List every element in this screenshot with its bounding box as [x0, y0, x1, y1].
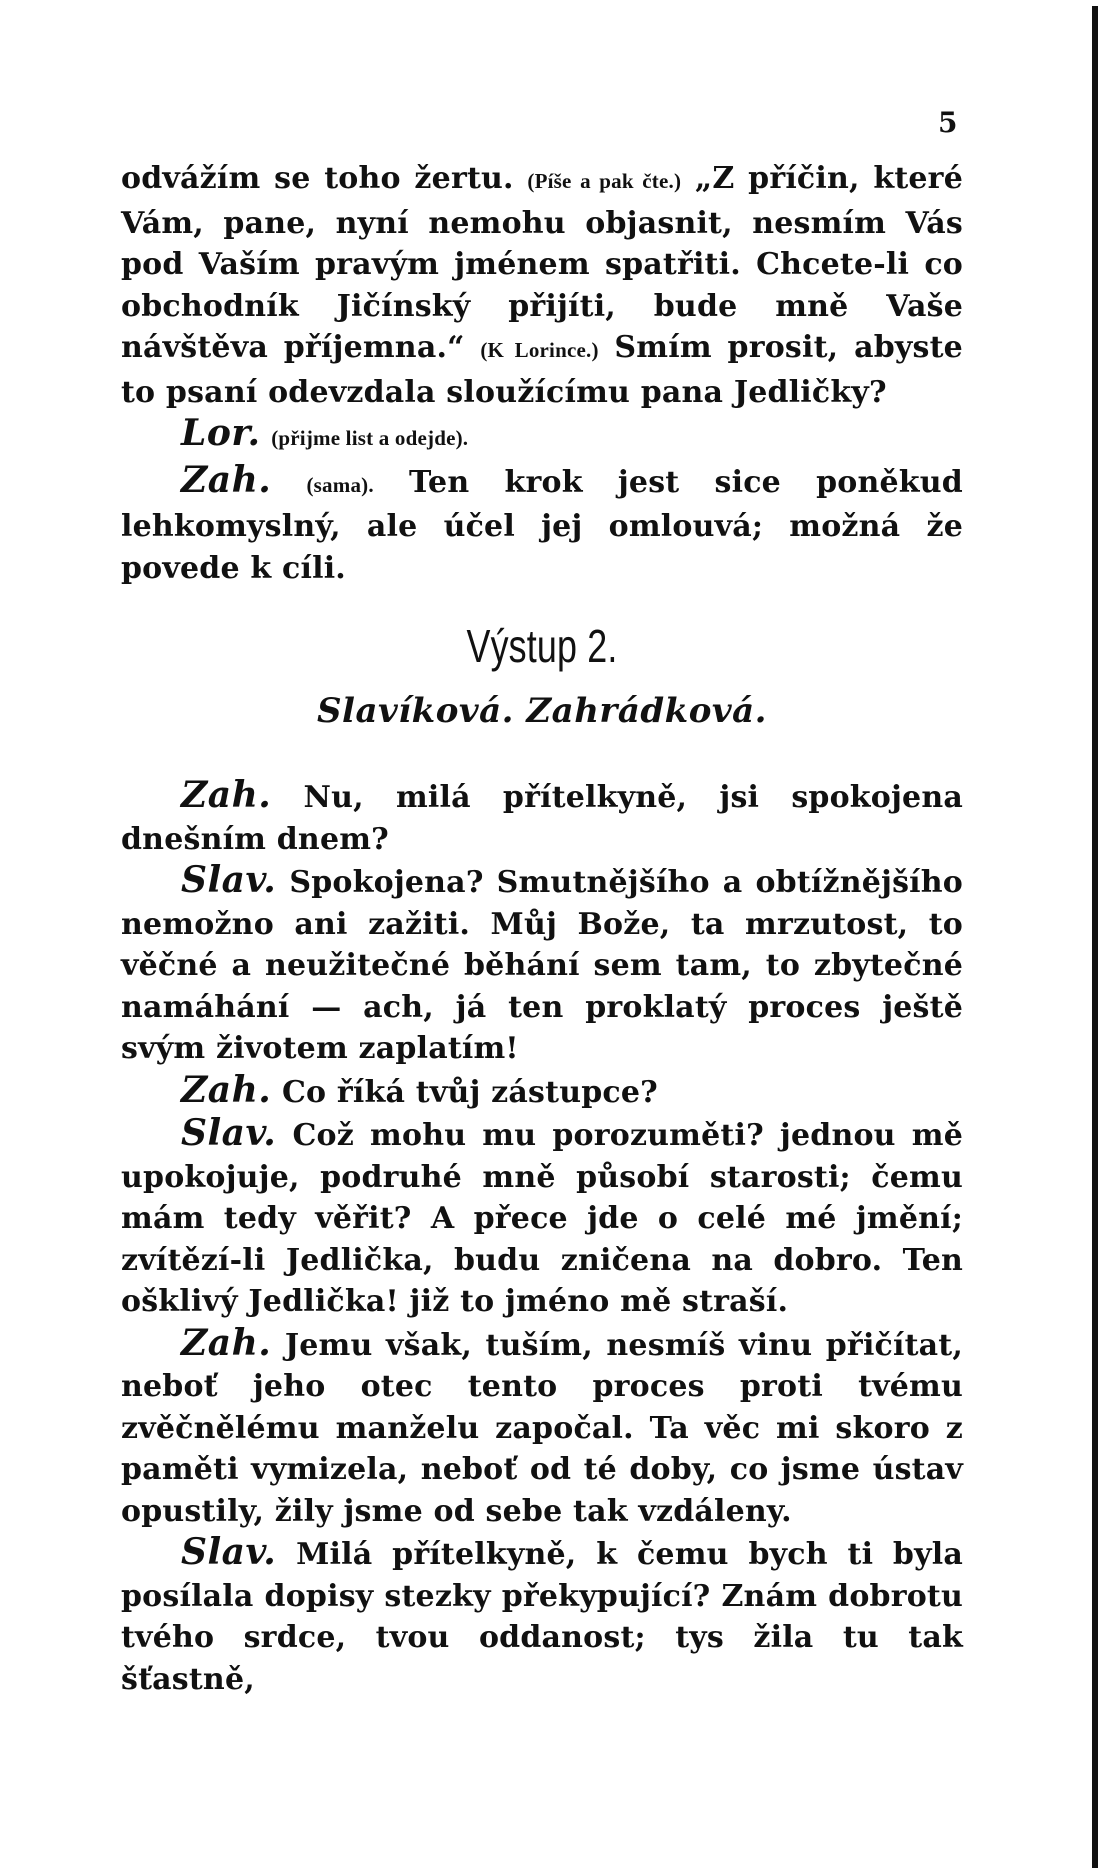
speaker-name: Zah. [181, 458, 272, 501]
text-run: Což mohu mu porozuměti? jednou mě upokojuje, podruhé mně působí starosti; čemu mám tedy věřit? A přece jde o celé mé jmění; zvítězí-li Jedlička, budu zničena na dobro. Ten ošklivý Jedlička! již to jméno mě straší. [121, 1118, 963, 1319]
text-run: Ten krok jest sice poněkud lehkomyslný, ale účel jej omlouvá; možná že povede k cíli. [121, 464, 963, 586]
speaker-name: Slav. [181, 1531, 277, 1573]
paragraph [121, 1070, 963, 1114]
paragraph [121, 158, 963, 413]
text-run: Co říká tvůj zástupce? [281, 1074, 658, 1110]
text-run: „Z příčin, které Vám, pane, nyní nemohu objasnit, nesmím Vás pod Vaším pravým jménem spatřiti. Chcete-li co obchodník Jičínský přijíti, bude mně Vaše návštěva příjemna.“ [121, 161, 963, 365]
paragraph [121, 775, 963, 860]
speaker-name: Slav. [181, 1112, 277, 1154]
paragraph [121, 1532, 963, 1700]
scene-heading: Výstup 2. [466, 620, 618, 672]
page-number: 5 [938, 106, 958, 139]
speaker-name: Zah. [181, 1321, 272, 1364]
paragraph [121, 1323, 963, 1533]
stage-direction: (Píše a pak čte.) [527, 169, 682, 193]
text-run: Milá přítelkyně, k čemu bych ti byla posílala dopisy stezky překypující? Znám dobrotu tvého srdce, tvou oddanost; tys žila tu tak šťastně, [121, 1537, 963, 1697]
stage-direction: (sama). [306, 472, 374, 497]
speaker-name: Lor. [181, 412, 261, 454]
paragraph [121, 413, 963, 460]
speaker-name: Zah. [181, 774, 272, 816]
page-text [121, 158, 963, 1700]
text-run: Nu, milá přítelkyně, jsi spokojena dnešním dnem? [121, 780, 963, 857]
text-run: odvážím se toho žertu. [121, 161, 514, 196]
speaker-name: Slav. [181, 859, 277, 901]
stage-direction: (K Lorince.) [480, 338, 599, 362]
scene-characters: Slavíková. Zahrádková. [316, 691, 767, 731]
paragraph [121, 860, 963, 1070]
speaker-name: Zah. [181, 1068, 272, 1111]
stage-direction: (přijme list a odejde). [271, 426, 469, 450]
text-run: Smím prosit, abyste to psaní odevzdala sloužícímu pana Jedličky? [121, 330, 963, 410]
paragraph [121, 460, 963, 590]
book-page [6, 6, 1098, 1868]
paragraph [121, 1113, 963, 1323]
text-run: Jemu však, tuším, nesmíš vinu přičítat, neboť jeho otec tento proces proti tvému zvěčnělému manželu započal. Ta věc mi skoro z paměti vymizela, neboť od té doby, co jsme ústav opustily, žily jsme od sebe tak vzdáleny. [121, 1327, 963, 1529]
text-run: Spokojena? Smutnějšího a obtížnějšího nemožno ani zažiti. Můj Bože, ta mrzutost, to věčné a neužitečné běhání sem tam, to zbytečné namáhání — ach, já ten proklatý proces ještě svým životem zaplatím! [121, 865, 963, 1066]
